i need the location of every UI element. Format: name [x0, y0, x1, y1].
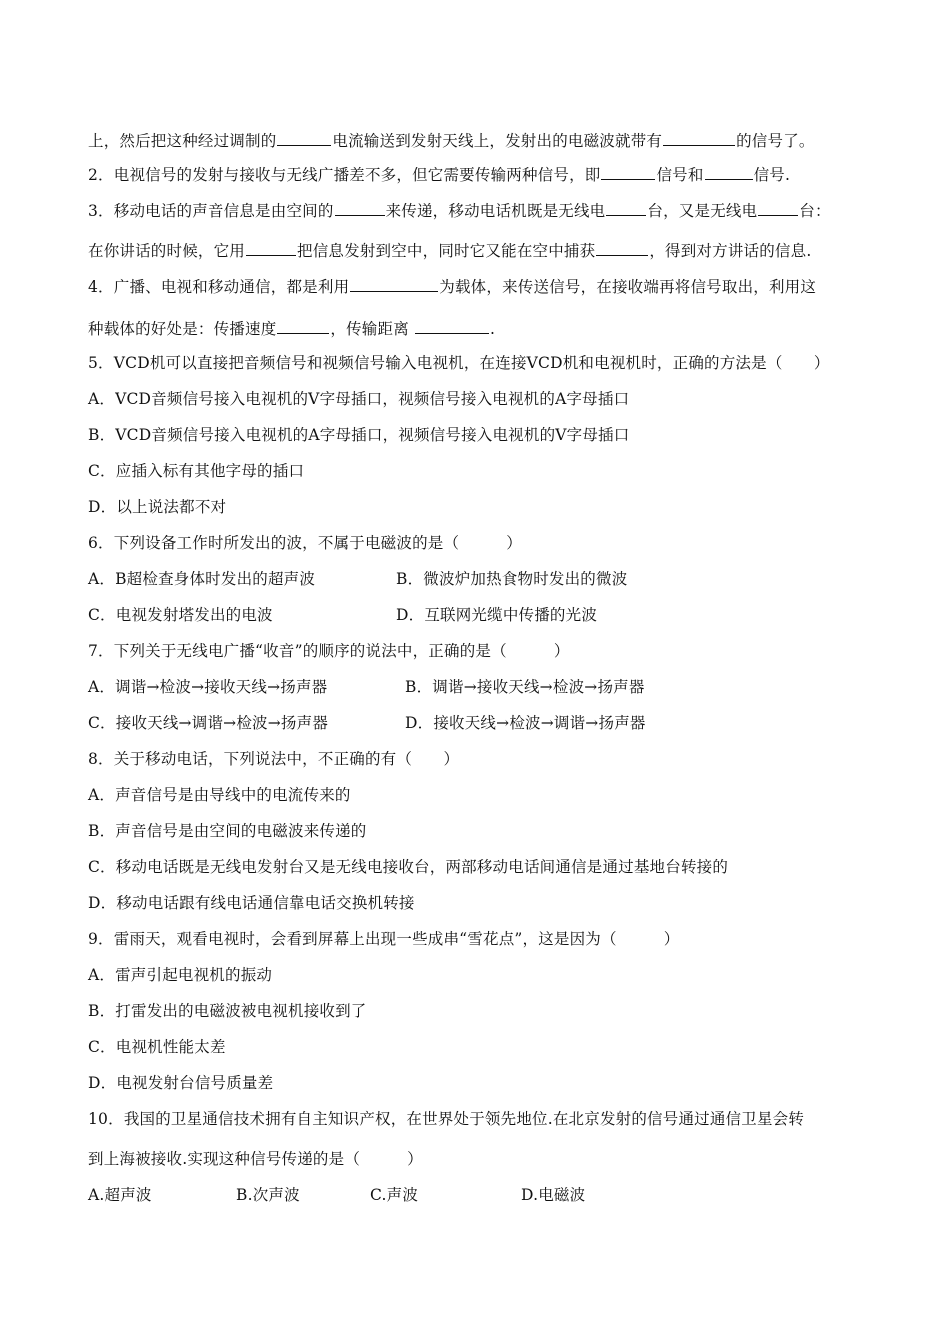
question-5-option-a[interactable]: A．VCD音频信号接入电视机的V字母插口，视频信号接入电视机的A字母插口 [88, 390, 630, 408]
question-2 [88, 164, 790, 185]
q1-continuation [88, 130, 815, 151]
answer-blank[interactable] [606, 200, 646, 216]
answer-blank[interactable] [415, 318, 489, 334]
text: 的信号了。 [736, 132, 815, 150]
text: 3．移动电话的声音信息是由空间的 [88, 202, 334, 220]
text: 上，然后把这种经过调制的 [88, 132, 277, 150]
text: 信号和 [656, 166, 704, 184]
question-5-option-b[interactable]: B．VCD音频信号接入电视机的A字母插口，视频信号接入电视机的V字母插口 [88, 426, 630, 444]
question-7-option-a[interactable]: A．调谐→检波→接收天线→扬声器 [88, 678, 328, 696]
question-10-stem-line-1: 10．我国的卫星通信技术拥有自主知识产权，在世界处于领先地位.在北京发射的信号通过通信卫星会转 [88, 1110, 805, 1128]
text: 2．电视信号的发射与接收与无线广播差不多，但它需要传输两种信号，即 [88, 166, 601, 184]
question-6-option-d[interactable]: D．互联网光缆中传播的光波 [396, 606, 598, 624]
text: 把信息发射到空中，同时它又能在空中捕获 [297, 242, 596, 260]
text: ，传输距离 [330, 320, 415, 338]
answer-blank[interactable] [246, 240, 296, 256]
question-9-option-c[interactable]: C．电视机性能太差 [88, 1038, 226, 1056]
text: 4．广播、电视和移动通信，都是利用 [88, 278, 350, 296]
question-9-stem: 9．雷雨天，观看电视时，会看到屏幕上出现一些成串“雪花点”，这是因为（ ） [88, 930, 680, 948]
text: ，得到对方讲话的信息. [649, 242, 812, 260]
question-9-option-a[interactable]: A．雷声引起电视机的振动 [88, 966, 273, 984]
question-8-option-d[interactable]: D．移动电话跟有线电话通信靠电话交换机转接 [88, 894, 415, 912]
text: 信号. [753, 166, 791, 184]
text: . [490, 320, 496, 338]
text: 在你讲话的时候，它用 [88, 242, 246, 260]
question-3-line-1 [88, 200, 831, 221]
question-4-line-1 [88, 276, 816, 297]
question-8-stem: 8．关于移动电话，下列说法中，不正确的有（ ） [88, 750, 460, 768]
answer-blank[interactable] [601, 164, 655, 180]
question-10-option-c[interactable]: C.声波 [370, 1186, 419, 1204]
question-9-option-d[interactable]: D．电视发射台信号质量差 [88, 1074, 274, 1092]
question-7-option-b[interactable]: B．调谐→接收天线→检波→扬声器 [405, 678, 645, 696]
question-10-option-d[interactable]: D.电磁波 [521, 1186, 586, 1204]
answer-blank[interactable] [277, 130, 331, 146]
question-6-stem: 6．下列设备工作时所发出的波，不属于电磁波的是（ ） [88, 534, 522, 552]
question-10-option-b[interactable]: B.次声波 [236, 1186, 300, 1204]
answer-blank[interactable] [335, 200, 385, 216]
question-10-option-a[interactable]: A.超声波 [88, 1186, 152, 1204]
question-4-line-2 [88, 318, 495, 339]
question-6-option-b[interactable]: B．微波炉加热食物时发出的微波 [396, 570, 628, 588]
text: 来传递，移动电话机既是无线电 [385, 202, 606, 220]
question-3-line-2 [88, 240, 811, 261]
question-7-stem: 7．下列关于无线电广播“收音”的顺序的说法中，正确的是（ ） [88, 642, 570, 660]
question-10-stem-line-2: 到上海被接收.实现这种信号传递的是（ ） [88, 1150, 423, 1168]
answer-blank[interactable] [277, 318, 329, 334]
question-8-option-b[interactable]: B．声音信号是由空间的电磁波来传递的 [88, 822, 367, 840]
text: 电流输送到发射天线上，发射出的电磁波就带有 [332, 132, 663, 150]
answer-blank[interactable] [758, 200, 798, 216]
answer-blank[interactable] [596, 240, 648, 256]
answer-blank[interactable] [705, 164, 753, 180]
answer-blank[interactable] [350, 276, 438, 292]
question-7-option-c[interactable]: C．接收天线→调谐→检波→扬声器 [88, 714, 329, 732]
question-5-option-c[interactable]: C．应插入标有其他字母的插口 [88, 462, 305, 480]
text: 种载体的好处是：传播速度 [88, 320, 277, 338]
question-8-option-c[interactable]: C．移动电话既是无线电发射台又是无线电接收台，两部移动电话间通信是通过基地台转接的 [88, 858, 729, 876]
question-6-option-c[interactable]: C．电视发射塔发出的电波 [88, 606, 273, 624]
question-9-option-b[interactable]: B．打雷发出的电磁波被电视机接收到了 [88, 1002, 367, 1020]
text: 台： [799, 202, 831, 220]
question-5-option-d[interactable]: D．以上说法都不对 [88, 498, 227, 516]
question-5-stem: 5．VCD机可以直接把音频信号和视频信号输入电视机，在连接VCD机和电视机时，正确的方法是（ ） [88, 354, 830, 372]
text: 台，又是无线电 [647, 202, 758, 220]
question-7-option-d[interactable]: D．接收天线→检波→调谐→扬声器 [405, 714, 646, 732]
question-6-option-a[interactable]: A．B超检查身体时发出的超声波 [88, 570, 316, 588]
answer-blank[interactable] [663, 130, 735, 146]
text: 为载体，来传送信号，在接收端再将信号取出，利用这 [439, 278, 817, 296]
question-8-option-a[interactable]: A．声音信号是由导线中的电流传来的 [88, 786, 351, 804]
